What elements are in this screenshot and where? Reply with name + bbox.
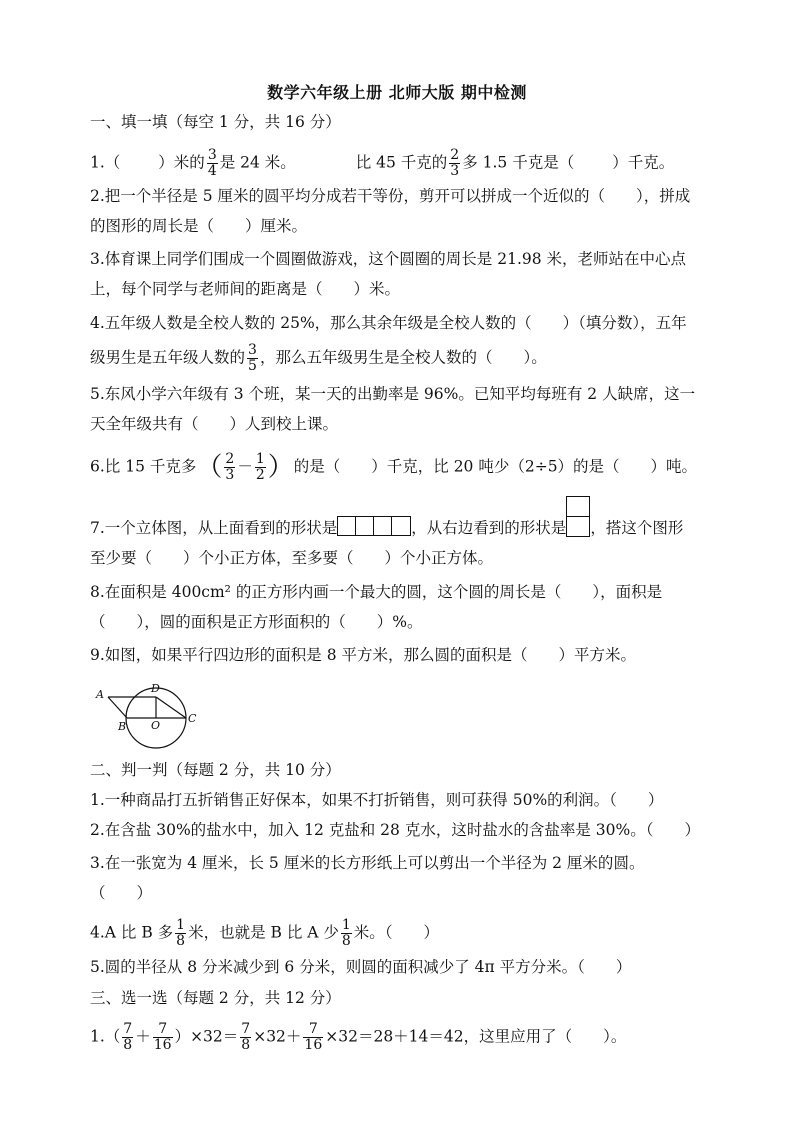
label-d: D (151, 682, 160, 695)
q31-mid1: ）×32＝ (174, 1027, 239, 1046)
q31-plus: ＋ (135, 1027, 151, 1046)
fraction: $\frac{7}{8}$ (241, 1021, 251, 1053)
parallelogram-circle-figure (92, 680, 202, 760)
question-1-2-line2: 的图形的周长是（ ）厘米。 (90, 217, 308, 235)
segment-dc (156, 697, 186, 718)
fraction: $\frac{7}{16}$ (304, 1021, 323, 1053)
q6-close: ） (267, 452, 294, 483)
q1a-pre: 1.（ (90, 153, 121, 172)
question-2-5: 5.圆的半径从 8 分米减少到 6 分米，则圆的面积减少了 4π 平方分米。（ ） (90, 958, 632, 976)
fraction: $\frac{2}{3}$ (450, 147, 460, 179)
question-1-4-line2 (90, 343, 710, 374)
label-a: A (96, 688, 104, 701)
top-view-figure (337, 516, 411, 536)
page-title: 数学六年级上册 北师大版 期中检测 (267, 83, 527, 102)
section1-heading: 一、填一填（每空 1 分，共 16 分） (90, 113, 341, 131)
question-1-3-line2: 上，每个同学与老师间的距离是（ ）米。 (90, 280, 401, 298)
question-2-4 (90, 918, 710, 949)
q7-pre: 7.一个立体图，从上面看到的形状是 (90, 519, 338, 537)
fraction: $\frac{7}{16}$ (153, 1021, 172, 1053)
q1b-pre: 比 45 千克的 (355, 153, 448, 172)
right-view-figure (566, 496, 590, 537)
question-2-1: 1.一种商品打五折销售正好保本，如果不打折销售，则可获得 50%的利润。（ ） (90, 791, 664, 809)
segment-ab (108, 697, 127, 718)
q31-post: ×32＝28＋14＝42，这里应用了（ ）。 (325, 1027, 627, 1046)
q1b-end: ）千克。 (612, 153, 675, 172)
label-o: O (151, 719, 161, 732)
question-1-5-line1: 5.东风小学六年级有 3 个班，某一天的出勤率是 96%。已知平均每班有 2 人缺席，这一 (90, 385, 696, 403)
question-1-6 (90, 452, 710, 483)
q6-open: （ (196, 452, 223, 483)
question-2-3-line1: 3.在一张宽为 4 厘米，长 5 厘米的长方形纸上可以剪出一个半径为 2 厘米的圆。 (90, 854, 645, 872)
fraction: $\frac{7}{8}$ (123, 1021, 133, 1053)
question-1-8-line1: 8.在面积是 400cm² 的正方形内画一个最大的圆，这个圆的周长是（ ），面积是 (90, 583, 663, 601)
question-3-1 (90, 1022, 710, 1053)
q1a-mid: ）米的 (158, 153, 205, 172)
question-1-7-line2: 至少要（ ）个小正方体，至多要（ ）个小正方体。 (90, 549, 494, 567)
q6-post: 的是（ ）千克，比 20 吨少（2÷5）的是（ ）吨。 (293, 457, 698, 476)
q7-post: ，搭这个图形 (590, 519, 684, 537)
q1b-post: 多 1.5 千克是（ (462, 153, 575, 172)
fraction: $\frac{3}{4}$ (207, 147, 217, 179)
q24-post: 米。（ ） (353, 923, 440, 942)
q6-pre: 6.比 15 千克多 (90, 457, 197, 476)
question-1-3-line1: 3.体育课上同学们围成一个圆圈做游戏，这个圆圈的周长是 21.98 米，老师站在中心点 (90, 250, 687, 268)
question-1-8-line2: （ ），圆的面积是正方形面积的（ ）%。 (90, 613, 423, 631)
q31-pre: 1.（ (90, 1027, 121, 1046)
q24-pre: 4.A 比 B 多 (90, 923, 174, 942)
q31-mid2: ×32＋ (253, 1027, 302, 1046)
question-1-1 (90, 148, 710, 179)
question-1-7-line1 (90, 516, 710, 538)
question-1-9: 9.如图，如果平行四边形的面积是 8 平方米，那么圆的面积是（ ）平方米。 (90, 646, 637, 664)
section2-heading: 二、判一判（每题 2 分，共 10 分） (90, 761, 341, 779)
question-1-4-line1: 4.五年级人数是全校人数的 25%，那么其余年级是全校人数的（ ）（填分数），五年 (90, 314, 687, 332)
fraction: $\frac{1}{2}$ (255, 451, 265, 483)
question-1-5-line2: 天全年级共有（ ）人到校上课。 (90, 415, 339, 433)
fraction: $\frac{3}{5}$ (248, 342, 257, 374)
fraction: $\frac{1}{8}$ (341, 917, 351, 949)
q4-post: ，那么五年级男生是全校人数的（ ）。 (259, 348, 547, 367)
fraction: $\frac{2}{3}$ (225, 451, 235, 483)
q1a-post: 是 24 米。 (219, 153, 296, 172)
label-b: B (118, 720, 127, 733)
fraction: $\frac{1}{8}$ (176, 917, 186, 949)
question-2-3-line2: （ ） (90, 884, 153, 902)
q4-pre: 级男生是五年级人数的 (90, 348, 246, 367)
q7-mid: ，从右边看到的形状是 (411, 519, 567, 537)
label-c: C (188, 712, 197, 725)
q24-mid: 米，也就是 B 比 A 少 (188, 923, 339, 942)
section3-heading: 三、选一选（每题 2 分，共 12 分） (90, 989, 341, 1007)
q6-minus: － (237, 457, 253, 476)
question-2-2: 2.在含盐 30%的盐水中，加入 12 克盐和 28 克水，这时盐水的含盐率是 30%。（ ） (90, 821, 700, 839)
question-1-2-line1: 2.把一个半径是 5 厘米的圆平均分成若干等份，剪开可以拼成一个近似的（ ），拼成 (90, 187, 691, 205)
